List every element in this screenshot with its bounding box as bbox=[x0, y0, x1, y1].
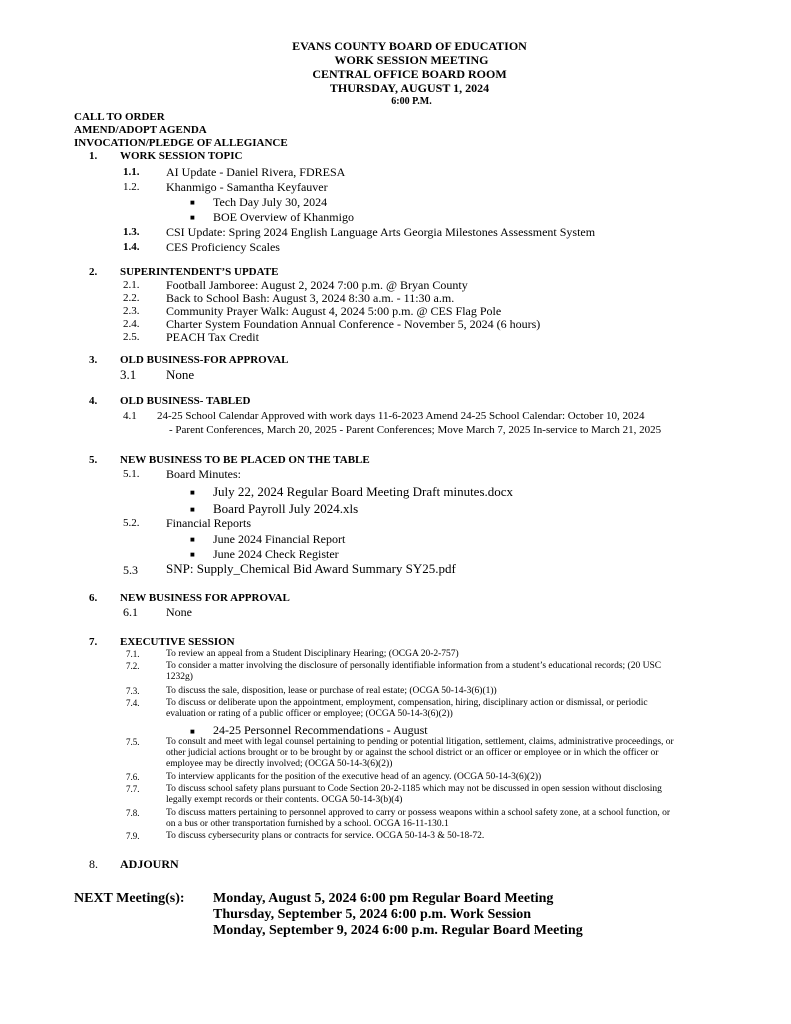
item-number: 1.1. bbox=[123, 166, 140, 178]
item-text-continued: legally exempt records or their contents. OCGA 50-14-3(b)(4) bbox=[166, 795, 403, 805]
section-number: 8. bbox=[89, 857, 98, 871]
item-number: 2.2. bbox=[123, 292, 140, 304]
section-number: 6. bbox=[89, 592, 98, 604]
meeting-date: THURSDAY, AUGUST 1, 2024 bbox=[329, 81, 490, 95]
invocation-pledge: INVOCATION/PLEDGE OF ALLEGIANCE bbox=[74, 137, 288, 149]
item-text: Community Prayer Walk: August 4, 2024 5:00 p.m. @ CES Flag Pole bbox=[166, 304, 502, 318]
item-text-continued: employee may be directly involved; (OCGA 50-14-3(6)(2)) bbox=[166, 759, 393, 769]
item-text: To interview applicants for the position of the executive head of an agency. (OCGA 50-14-3(6)(2)) bbox=[166, 772, 542, 782]
item-number: 2.4. bbox=[123, 318, 140, 330]
item-text: To consult and meet with legal counsel pertaining to pending or potential litigation, settlement, claims, administrative proceedings, or bbox=[166, 737, 674, 747]
item-text: To discuss the sale, disposition, lease or purchase of real estate; (OCGA 50-14-3(6)(1)) bbox=[166, 686, 497, 696]
item-text: 24-25 School Calendar Approved with work days 11-6-2023 Amend 24-25 School Calendar: October 10, 2024 bbox=[157, 410, 645, 422]
next-meetings-label: NEXT Meeting(s): bbox=[74, 891, 185, 906]
bullet-icon: ■ bbox=[190, 727, 195, 736]
next-meeting-1: Monday, August 5, 2024 6:00 pm Regular Board Meeting bbox=[213, 891, 554, 906]
item-number: 1.3. bbox=[123, 226, 140, 238]
item-number: 7.6. bbox=[126, 772, 140, 782]
item-number: 7.8. bbox=[126, 808, 140, 818]
item-number: 6.1 bbox=[123, 605, 138, 619]
item-number: 1.2. bbox=[123, 181, 140, 193]
item-text: To discuss school safety plans pursuant to Code Section 20-2-1185 which may not be discussed in open session without disclosing bbox=[166, 784, 662, 794]
item-text: CES Proficiency Scales bbox=[166, 240, 280, 254]
item-number: 1.4. bbox=[123, 241, 140, 253]
section-title: NEW BUSINESS TO BE PLACED ON THE TABLE bbox=[120, 454, 370, 466]
item-number: 2.5. bbox=[123, 331, 140, 343]
bullet-icon: ■ bbox=[190, 550, 195, 559]
item-text: To discuss or deliberate upon the appointment, employment, compensation, hiring, disciplinary action or dismissal, or periodic bbox=[166, 698, 648, 708]
section-title: ADJOURN bbox=[120, 857, 179, 871]
item-number: 5.3 bbox=[123, 563, 138, 577]
section-number: 2. bbox=[89, 266, 98, 278]
bullet-icon: ■ bbox=[190, 535, 195, 544]
section-number: 4. bbox=[89, 395, 98, 407]
section-number: 7. bbox=[89, 636, 98, 648]
item-text: Football Jamboree: August 2, 2024 7:00 p.m. @ Bryan County bbox=[166, 278, 468, 292]
item-text: Khanmigo - Samantha Keyfauver bbox=[166, 180, 328, 194]
item-number: 5.2. bbox=[123, 517, 140, 529]
call-to-order: CALL TO ORDER bbox=[74, 111, 165, 123]
meeting-time: 6:00 P.M. bbox=[391, 96, 432, 107]
item-text: To discuss matters pertaining to personnel approved to carry or possess weapons within a school safety zone, at a school function, or bbox=[166, 808, 671, 818]
section-title: SUPERINTENDENT’S UPDATE bbox=[120, 266, 279, 278]
section-number: 3. bbox=[89, 354, 98, 366]
next-meeting-2: Thursday, September 5, 2024 6:00 p.m. Work Session bbox=[213, 907, 532, 922]
amend-adopt-agenda: AMEND/ADOPT AGENDA bbox=[74, 124, 207, 136]
item-number: 5.1. bbox=[123, 468, 140, 480]
item-text: Charter System Foundation Annual Conference - November 5, 2024 (6 hours) bbox=[166, 317, 541, 331]
meeting-type: WORK SESSION MEETING bbox=[334, 53, 489, 67]
item-number: 7.9. bbox=[126, 831, 140, 841]
bullet-icon: ■ bbox=[190, 488, 195, 497]
item-text-continued: - Parent Conferences, March 20, 2025 - Parent Conferences; Move March 7, 2025 In-service to March 21, 2025 bbox=[169, 424, 662, 436]
item-number: 2.1. bbox=[123, 279, 140, 291]
item-text: AI Update - Daniel Rivera, FDRESA bbox=[166, 165, 346, 179]
item-number: 7.4. bbox=[126, 698, 140, 708]
item-text: PEACH Tax Credit bbox=[166, 330, 259, 344]
bullet-icon: ■ bbox=[190, 213, 195, 222]
item-text: Back to School Bash: August 3, 2024 8:30 a.m. - 11:30 a.m. bbox=[166, 291, 455, 305]
item-number: 7.7. bbox=[126, 784, 140, 794]
item-text-continued: on a bus or other transportation furnished by a school. OCGA 16-11-130.1 bbox=[166, 819, 449, 829]
sub-item-text: BOE Overview of Khanmigo bbox=[213, 210, 354, 224]
sub-item-text: 24-25 Personnel Recommendations - August bbox=[213, 723, 428, 737]
sub-item-text: June 2024 Check Register bbox=[213, 547, 339, 561]
item-text-continued: other judicial actions brought or to be brought by or against the school district or an officer or employee or in which the officer or bbox=[166, 748, 659, 758]
item-number: 7.3. bbox=[126, 686, 140, 696]
section-title: EXECUTIVE SESSION bbox=[120, 636, 235, 648]
item-text: Financial Reports bbox=[166, 516, 251, 530]
item-text: None bbox=[166, 605, 192, 619]
attachment-link[interactable]: Board Payroll July 2024.xls bbox=[213, 501, 359, 516]
item-number: 2.3. bbox=[123, 305, 140, 317]
section-number: 5. bbox=[89, 454, 98, 466]
next-meeting-3: Monday, September 9, 2024 6:00 p.m. Regular Board Meeting bbox=[213, 923, 583, 938]
sub-item-text: June 2024 Financial Report bbox=[213, 532, 346, 546]
sub-item-text: Tech Day July 30, 2024 bbox=[213, 195, 328, 209]
section-title: OLD BUSINESS-FOR APPROVAL bbox=[120, 354, 289, 366]
item-text: CSI Update: Spring 2024 English Language Arts Georgia Milestones Assessment System bbox=[166, 225, 596, 239]
bullet-icon: ■ bbox=[190, 505, 195, 514]
item-number: 3.1 bbox=[120, 367, 137, 382]
item-text-continued: evaluation or rating of a public officer or employee; (OCGA 50-14-3(6)(2)) bbox=[166, 709, 453, 719]
item-text: Board Minutes: bbox=[166, 467, 241, 481]
attachment-link[interactable]: SNP: Supply_Chemical Bid Award Summary SY25.pdf bbox=[166, 561, 456, 576]
item-number: 7.1. bbox=[126, 649, 140, 659]
section-title: NEW BUSINESS FOR APPROVAL bbox=[120, 592, 290, 604]
item-number: 7.2. bbox=[126, 661, 140, 671]
item-text: To review an appeal from a Student Disciplinary Hearing; (OCGA 20-2-757) bbox=[166, 649, 459, 659]
item-number: 4.1 bbox=[123, 410, 137, 422]
item-text: To consider a matter involving the disclosure of personally identifiable information from a student’s educational records; (20 USC bbox=[166, 661, 662, 671]
bullet-icon: ■ bbox=[190, 198, 195, 207]
meeting-location: CENTRAL OFFICE BOARD ROOM bbox=[312, 67, 507, 81]
item-text: None bbox=[166, 367, 195, 382]
attachment-link[interactable]: July 22, 2024 Regular Board Meeting Draft minutes.docx bbox=[213, 484, 514, 499]
item-number: 7.5. bbox=[126, 737, 140, 747]
section-number: 1. bbox=[89, 150, 98, 162]
section-title: WORK SESSION TOPIC bbox=[120, 150, 243, 162]
item-text-continued: 1232g) bbox=[166, 672, 193, 682]
board-name: EVANS COUNTY BOARD OF EDUCATION bbox=[292, 39, 527, 53]
item-text: To discuss cybersecurity plans or contracts for service. OCGA 50-14-3 & 50-18-72. bbox=[166, 831, 485, 841]
section-title: OLD BUSINESS- TABLED bbox=[120, 395, 251, 407]
